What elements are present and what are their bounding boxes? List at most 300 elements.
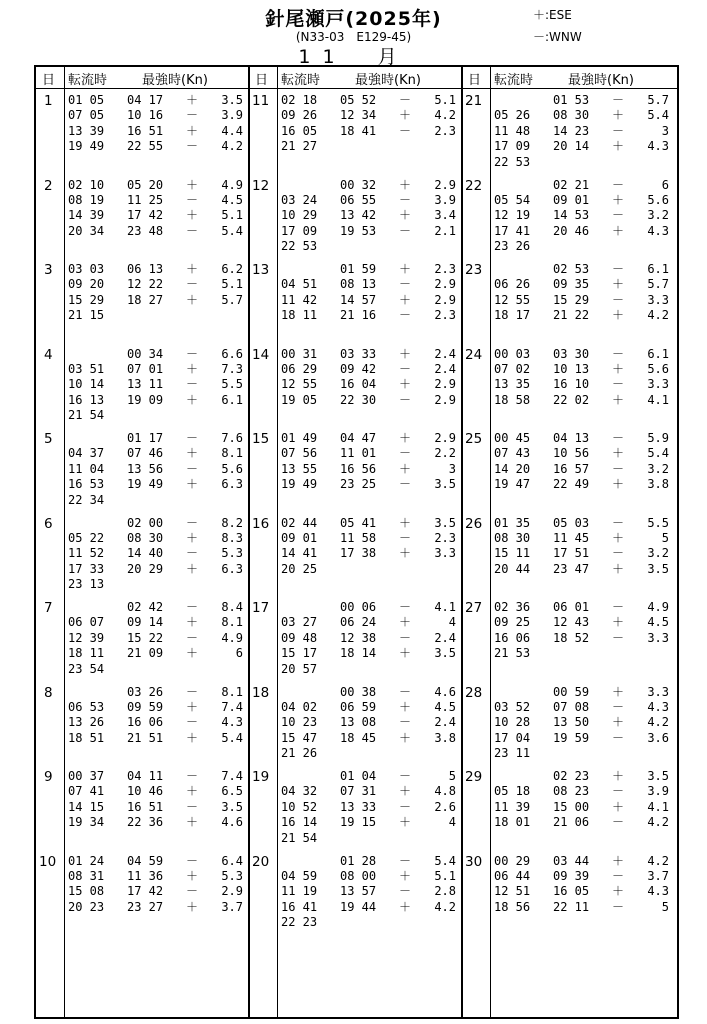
slack-time: 20 34 — [68, 223, 105, 238]
direction-sign: ＋ — [399, 546, 412, 561]
max-speed: 4.9 — [221, 177, 243, 192]
direction-sign: － — [399, 277, 412, 292]
slack-time: 01 05 — [68, 93, 105, 107]
max-speed: 2.6 — [434, 799, 456, 814]
day-number: 14 — [252, 346, 270, 363]
slack-time: 21 15 — [68, 308, 105, 323]
direction-sign: ＋ — [612, 308, 625, 323]
slack-time: 11 39 — [494, 799, 531, 814]
direction-sign: ＋ — [612, 277, 625, 292]
direction-sign: － — [612, 699, 625, 714]
max-speed: 2.9 — [434, 392, 456, 407]
max-speed: 4 — [448, 815, 456, 830]
max-speed: 4.6 — [221, 815, 243, 830]
max-time: 18 41 — [340, 123, 377, 138]
header-day: 日 — [255, 73, 269, 88]
max-time: 18 45 — [340, 730, 377, 745]
max-speed: 3.3 — [647, 630, 669, 645]
max-time: 17 42 — [127, 884, 164, 899]
max-speed: 5.6 — [647, 192, 669, 207]
slack-time: 02 18 — [281, 93, 318, 107]
max-speed: 4.2 — [647, 308, 669, 323]
day-number: 30 — [465, 853, 483, 870]
direction-sign: － — [186, 377, 199, 392]
direction-sign: － — [186, 515, 199, 530]
slack-time: 18 01 — [494, 815, 531, 830]
max-speed: 3.7 — [221, 899, 243, 914]
max-time: 09 42 — [340, 361, 377, 376]
max-time: 16 05 — [553, 884, 590, 899]
max-speed: 3.5 — [647, 561, 669, 576]
slack-time: 11 04 — [68, 461, 105, 476]
direction-sign: － — [612, 546, 625, 561]
slack-time: 21 53 — [494, 646, 531, 661]
max-speed: 5.5 — [221, 377, 243, 392]
max-time: 11 01 — [340, 446, 377, 461]
max-speed: 2.9 — [434, 377, 456, 392]
slack-time: 02 10 — [68, 177, 105, 192]
direction-sign: ＋ — [186, 123, 199, 138]
max-time: 14 40 — [127, 546, 164, 561]
slack-time: 12 55 — [494, 292, 531, 307]
direction-sign: ＋ — [612, 446, 625, 461]
slack-time: 23 54 — [68, 661, 105, 676]
max-speed: 4.2 — [647, 715, 669, 730]
direction-sign: ＋ — [612, 477, 625, 492]
max-speed: 2.9 — [434, 277, 456, 292]
max-speed: 3 — [448, 461, 456, 476]
direction-sign: ＋ — [399, 615, 412, 630]
direction-sign: ＋ — [399, 868, 412, 883]
max-time: 03 26 — [127, 684, 164, 699]
max-speed: 7.3 — [221, 361, 243, 376]
max-speed: 4.4 — [221, 123, 243, 138]
max-speed: 5.7 — [647, 93, 669, 107]
slack-time: 19 34 — [68, 815, 105, 830]
slack-time: 20 44 — [494, 561, 531, 576]
max-speed: 4.2 — [434, 108, 456, 123]
direction-sign: － — [399, 530, 412, 545]
day-number: 27 — [465, 600, 483, 616]
max-time: 22 49 — [553, 477, 590, 492]
max-speed: 4.3 — [647, 884, 669, 899]
max-speed: 2.3 — [434, 262, 456, 276]
direction-sign: － — [612, 630, 625, 645]
max-time: 05 52 — [340, 93, 377, 107]
slack-time: 13 39 — [68, 123, 105, 138]
max-time: 17 51 — [553, 546, 590, 561]
max-speed: 5.1 — [434, 93, 456, 107]
header-max-current: 最強時(Kn) — [568, 73, 634, 88]
station-coordinates: (N33-03 E129-45) — [295, 30, 412, 44]
direction-sign: － — [612, 346, 625, 361]
max-speed: 8.1 — [221, 615, 243, 630]
day-column-divider — [277, 67, 278, 1017]
max-time: 00 34 — [127, 346, 164, 361]
slack-time: 10 52 — [281, 799, 318, 814]
slack-time: 00 03 — [494, 346, 531, 361]
direction-sign: ＋ — [399, 730, 412, 745]
max-speed: 7.4 — [221, 769, 243, 783]
direction-sign: － — [399, 392, 412, 407]
direction-sign: － — [399, 799, 412, 814]
max-time: 16 06 — [127, 715, 164, 730]
direction-sign: － — [186, 853, 199, 868]
max-time: 21 06 — [553, 815, 590, 830]
direction-sign: － — [186, 461, 199, 476]
max-time: 04 59 — [127, 853, 164, 868]
direction-sign: － — [399, 223, 412, 238]
max-time: 05 41 — [340, 515, 377, 530]
direction-sign: － — [612, 123, 625, 138]
slack-time: 20 25 — [281, 561, 318, 576]
direction-sign: － — [399, 123, 412, 138]
slack-time: 00 45 — [494, 431, 531, 445]
max-speed: 3.9 — [221, 108, 243, 123]
slack-time: 16 14 — [281, 815, 318, 830]
max-time: 20 14 — [553, 139, 590, 154]
direction-sign: － — [399, 630, 412, 645]
day-number: 6 — [44, 515, 53, 532]
max-speed: 6.4 — [221, 853, 243, 868]
day-number: 7 — [44, 600, 53, 616]
slack-time: 13 55 — [281, 461, 318, 476]
max-time: 03 33 — [340, 346, 377, 361]
max-time: 08 13 — [340, 277, 377, 292]
max-speed: 3.3 — [647, 292, 669, 307]
slack-time: 17 04 — [494, 730, 531, 745]
max-time: 13 08 — [340, 715, 377, 730]
max-time: 01 53 — [553, 93, 590, 107]
group-divider — [248, 67, 250, 1017]
direction-sign: ＋ — [612, 615, 625, 630]
max-speed: 5 — [661, 530, 669, 545]
day-number: 25 — [465, 431, 483, 447]
slack-time: 08 30 — [494, 530, 531, 545]
direction-sign: － — [186, 139, 199, 154]
direction-sign: － — [399, 884, 412, 899]
max-time: 21 16 — [340, 308, 377, 323]
max-time: 10 16 — [127, 108, 164, 123]
max-time: 17 38 — [340, 546, 377, 561]
day-number: 17 — [252, 600, 270, 616]
direction-sign: ＋ — [186, 177, 199, 192]
slack-time: 05 18 — [494, 784, 531, 799]
max-time: 04 13 — [553, 431, 590, 445]
day-number: 4 — [44, 346, 53, 363]
direction-sign: ＋ — [399, 346, 412, 361]
slack-time: 14 39 — [68, 208, 105, 223]
slack-time: 16 41 — [281, 899, 318, 914]
direction-sign: － — [612, 899, 625, 914]
max-time: 19 53 — [340, 223, 377, 238]
direction-sign: － — [399, 93, 412, 107]
slack-time: 08 31 — [68, 868, 105, 883]
slack-time: 20 23 — [68, 899, 105, 914]
max-time: 05 03 — [553, 515, 590, 530]
slack-time: 10 23 — [281, 715, 318, 730]
max-speed: 4.6 — [434, 684, 456, 699]
max-time: 15 22 — [127, 630, 164, 645]
max-time: 07 31 — [340, 784, 377, 799]
max-time: 02 21 — [553, 177, 590, 192]
max-speed: 2.9 — [221, 884, 243, 899]
slack-time: 22 53 — [494, 154, 531, 169]
max-time: 09 59 — [127, 699, 164, 714]
max-speed: 3.5 — [647, 769, 669, 783]
max-time: 22 02 — [553, 392, 590, 407]
slack-time: 14 20 — [494, 461, 531, 476]
max-time: 00 06 — [340, 600, 377, 614]
max-time: 23 47 — [553, 561, 590, 576]
day-number: 19 — [252, 769, 270, 785]
max-speed: 8.4 — [221, 600, 243, 614]
max-time: 07 01 — [127, 361, 164, 376]
direction-sign: ＋ — [612, 884, 625, 899]
max-speed: 3.3 — [647, 684, 669, 699]
max-speed: 6.3 — [221, 561, 243, 576]
max-speed: 6.6 — [221, 346, 243, 361]
max-speed: 4 — [448, 615, 456, 630]
slack-time: 13 35 — [494, 377, 531, 392]
direction-sign: ＋ — [612, 799, 625, 814]
slack-time: 16 06 — [494, 630, 531, 645]
slack-time: 03 27 — [281, 615, 318, 630]
max-time: 23 27 — [127, 899, 164, 914]
slack-time: 03 24 — [281, 192, 318, 207]
max-speed: 5.7 — [647, 277, 669, 292]
direction-sign: ＋ — [186, 868, 199, 883]
max-speed: 5.3 — [221, 546, 243, 561]
slack-time: 01 49 — [281, 431, 318, 445]
max-speed: 2.3 — [434, 308, 456, 323]
slack-time: 11 19 — [281, 884, 318, 899]
direction-sign: ＋ — [186, 446, 199, 461]
max-speed: 2.3 — [434, 123, 456, 138]
day-column-divider — [64, 67, 65, 1017]
direction-sign: － — [186, 769, 199, 783]
max-speed: 6 — [661, 177, 669, 192]
max-speed: 3.8 — [647, 477, 669, 492]
direction-sign: ＋ — [399, 461, 412, 476]
direction-sign: － — [399, 600, 412, 614]
direction-sign: ＋ — [186, 392, 199, 407]
slack-time: 04 37 — [68, 446, 105, 461]
max-speed: 5.4 — [221, 223, 243, 238]
slack-time: 01 24 — [68, 853, 105, 868]
slack-time: 10 29 — [281, 208, 318, 223]
max-time: 18 27 — [127, 292, 164, 307]
slack-time: 04 59 — [281, 868, 318, 883]
direction-sign: － — [186, 346, 199, 361]
max-time: 09 01 — [553, 192, 590, 207]
direction-sign: ＋ — [186, 530, 199, 545]
direction-sign: － — [612, 93, 625, 107]
slack-time: 00 37 — [68, 769, 105, 783]
max-time: 21 22 — [553, 308, 590, 323]
day-number: 20 — [252, 853, 270, 870]
direction-sign: － — [612, 784, 625, 799]
max-speed: 2.4 — [434, 361, 456, 376]
max-speed: 8.1 — [221, 446, 243, 461]
direction-sign: ＋ — [399, 262, 412, 276]
max-speed: 3.2 — [647, 546, 669, 561]
direction-sign: ＋ — [186, 561, 199, 576]
slack-time: 21 27 — [281, 139, 318, 154]
direction-sign: － — [612, 515, 625, 530]
max-time: 06 01 — [553, 600, 590, 614]
max-time: 23 25 — [340, 477, 377, 492]
max-time: 16 57 — [553, 461, 590, 476]
slack-time: 17 41 — [494, 223, 531, 238]
max-time: 02 53 — [553, 262, 590, 276]
direction-sign: － — [186, 684, 199, 699]
max-speed: 5.5 — [647, 515, 669, 530]
max-time: 07 46 — [127, 446, 164, 461]
direction-sign: ＋ — [612, 223, 625, 238]
max-time: 19 09 — [127, 392, 164, 407]
slack-time: 17 33 — [68, 561, 105, 576]
max-time: 12 38 — [340, 630, 377, 645]
slack-time: 17 09 — [494, 139, 531, 154]
max-time: 05 20 — [127, 177, 164, 192]
direction-sign: － — [612, 377, 625, 392]
max-time: 20 46 — [553, 223, 590, 238]
slack-time: 06 07 — [68, 615, 105, 630]
max-speed: 2.4 — [434, 715, 456, 730]
max-time: 14 23 — [553, 123, 590, 138]
slack-time: 07 41 — [68, 784, 105, 799]
legend-minus-direction: －:WNW — [533, 30, 582, 44]
max-time: 01 28 — [340, 853, 377, 868]
direction-sign: － — [399, 769, 412, 783]
slack-time: 12 51 — [494, 884, 531, 899]
direction-sign: － — [399, 361, 412, 376]
slack-time: 18 11 — [68, 646, 105, 661]
direction-sign: ＋ — [186, 899, 199, 914]
slack-time: 18 17 — [494, 308, 531, 323]
direction-sign: ＋ — [186, 784, 199, 799]
max-speed: 4.5 — [647, 615, 669, 630]
max-time: 00 32 — [340, 177, 377, 192]
slack-time: 12 55 — [281, 377, 318, 392]
direction-sign: ＋ — [186, 262, 199, 276]
max-time: 19 15 — [340, 815, 377, 830]
max-time: 16 04 — [340, 377, 377, 392]
max-time: 13 11 — [127, 377, 164, 392]
slack-time: 16 13 — [68, 392, 105, 407]
direction-sign: － — [612, 600, 625, 614]
max-speed: 4.2 — [647, 853, 669, 868]
direction-sign: ＋ — [612, 561, 625, 576]
slack-time: 09 26 — [281, 108, 318, 123]
direction-sign: ＋ — [186, 361, 199, 376]
max-time: 08 00 — [340, 868, 377, 883]
max-speed: 4.3 — [647, 223, 669, 238]
slack-time: 09 01 — [281, 530, 318, 545]
day-number: 29 — [465, 769, 483, 785]
slack-time: 07 56 — [281, 446, 318, 461]
max-time: 01 17 — [127, 431, 164, 445]
max-speed: 5.4 — [647, 108, 669, 123]
max-speed: 3.2 — [647, 461, 669, 476]
slack-time: 04 51 — [281, 277, 318, 292]
direction-sign: － — [186, 192, 199, 207]
slack-time: 19 49 — [281, 477, 318, 492]
max-speed: 2.4 — [434, 630, 456, 645]
slack-time: 12 19 — [494, 208, 531, 223]
header-max-current: 最強時(Kn) — [142, 73, 208, 88]
direction-sign: － — [612, 431, 625, 445]
direction-sign: ＋ — [612, 530, 625, 545]
slack-time: 02 44 — [281, 515, 318, 530]
max-time: 01 04 — [340, 769, 377, 783]
max-speed: 5.1 — [221, 208, 243, 223]
slack-time: 21 54 — [68, 408, 105, 423]
direction-sign: － — [612, 292, 625, 307]
direction-sign: ＋ — [186, 93, 199, 107]
slack-time: 10 14 — [68, 377, 105, 392]
max-speed: 2.9 — [434, 292, 456, 307]
direction-sign: － — [186, 799, 199, 814]
direction-sign: ＋ — [186, 646, 199, 661]
max-speed: 8.2 — [221, 515, 243, 530]
slack-time: 06 44 — [494, 868, 531, 883]
day-number: 12 — [252, 177, 270, 194]
day-number: 9 — [44, 769, 53, 785]
max-time: 13 57 — [340, 884, 377, 899]
max-time: 16 10 — [553, 377, 590, 392]
slack-time: 19 47 — [494, 477, 531, 492]
direction-sign: － — [612, 262, 625, 276]
direction-sign: － — [186, 546, 199, 561]
direction-sign: － — [186, 277, 199, 292]
max-time: 09 39 — [553, 868, 590, 883]
day-number: 21 — [465, 93, 483, 109]
slack-time: 20 57 — [281, 661, 318, 676]
max-time: 11 36 — [127, 868, 164, 883]
slack-time: 07 43 — [494, 446, 531, 461]
slack-time: 04 02 — [281, 699, 318, 714]
max-time: 19 59 — [553, 730, 590, 745]
slack-time: 09 25 — [494, 615, 531, 630]
max-time: 12 22 — [127, 277, 164, 292]
max-speed: 2.9 — [434, 431, 456, 445]
max-speed: 3.3 — [434, 546, 456, 561]
header-divider — [36, 88, 677, 89]
max-speed: 3.5 — [434, 646, 456, 661]
slack-time: 15 47 — [281, 730, 318, 745]
max-time: 13 56 — [127, 461, 164, 476]
slack-time: 18 58 — [494, 392, 531, 407]
max-time: 00 59 — [553, 684, 590, 699]
direction-sign: ＋ — [612, 192, 625, 207]
max-speed: 3.5 — [221, 799, 243, 814]
slack-time: 11 48 — [494, 123, 531, 138]
max-speed: 6 — [235, 646, 243, 661]
max-speed: 4.3 — [221, 715, 243, 730]
max-speed: 4.3 — [647, 699, 669, 714]
max-speed: 3.8 — [434, 730, 456, 745]
direction-sign: － — [186, 630, 199, 645]
direction-sign: － — [612, 461, 625, 476]
max-speed: 3.5 — [434, 515, 456, 530]
slack-time: 14 41 — [281, 546, 318, 561]
slack-time: 06 29 — [281, 361, 318, 376]
day-number: 26 — [465, 515, 483, 532]
day-number: 13 — [252, 262, 270, 278]
day-number: 15 — [252, 431, 270, 447]
